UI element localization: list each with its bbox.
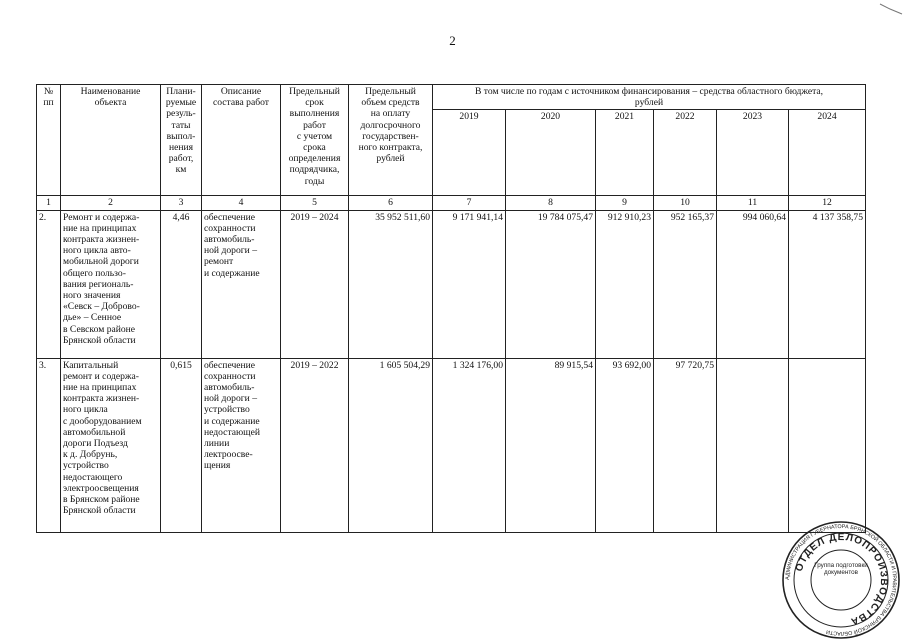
row-year-2019: 1 324 176,00: [433, 358, 506, 532]
row-year-2020: 89 915,54: [506, 358, 596, 532]
column-number: 8: [506, 196, 596, 210]
header-year-2019: 2019: [433, 110, 506, 196]
column-number: 3: [161, 196, 202, 210]
header-year-2020: 2020: [506, 110, 596, 196]
table-row: [37, 358, 866, 532]
row-term: 2019 – 2024: [281, 210, 349, 358]
scan-corner-mark: [878, 0, 905, 16]
stamp-middle-text: ОТДЕЛ ДЕЛОПРОИЗВОДСТВА: [793, 531, 890, 627]
row-year-2022: 952 165,37: [654, 210, 717, 358]
header-object-name: Наименование объекта: [61, 85, 161, 196]
department-stamp: [781, 520, 901, 640]
column-number: 5: [281, 196, 349, 210]
column-number: 9: [596, 196, 654, 210]
header-num: № пп: [37, 85, 61, 196]
header-volume: Предельный объем средств на оплату долгосрочного государствен- ного контракта, рублей: [349, 85, 433, 196]
column-number: 11: [717, 196, 789, 210]
header-row-1: [37, 85, 866, 110]
page-number: 2: [449, 33, 456, 48]
column-number: 10: [654, 196, 717, 210]
column-number: 6: [349, 196, 433, 210]
header-year-2023: 2023: [717, 110, 789, 196]
row-object-name: Капитальный ремонт и содержа- ние на принципах контракта жизнен- ного цикла с дооборудованием автомобильной дороги Подъезд к д. Добрунь, устройство недостающего электроосвещения в Брянском районе Брянской области: [61, 358, 161, 532]
row-planned: 0,615: [161, 358, 202, 532]
row-volume: 35 952 511,60: [349, 210, 433, 358]
row-description: обеспечение сохранности автомобиль- ной дороги – устройство и содержание недостающей линии лектроосве- щения: [202, 358, 281, 532]
row-term: 2019 – 2022: [281, 358, 349, 532]
stamp-inner-text: Группа подготовки документов: [814, 562, 868, 577]
header-year-2021: 2021: [596, 110, 654, 196]
row-year-2023: 994 060,64: [717, 210, 789, 358]
column-numbers-row: [37, 196, 866, 210]
row-object-name: Ремонт и содержа- ние на принципах контракта жизнен- ного цикла авто- мобильной дороги общего пользо- вания региональ- ного значения «Севск – Доброво- дье» – Сенное в Севском районе Брянской области: [61, 210, 161, 358]
row-num: 3.: [37, 358, 61, 532]
header-year-2022: 2022: [654, 110, 717, 196]
row-year-2021: 912 910,23: [596, 210, 654, 358]
table-row: [37, 210, 866, 358]
row-year-2021: 93 692,00: [596, 358, 654, 532]
header-term: Предельный срок выполнения работ с учетом срока определения подрядчика, годы: [281, 85, 349, 196]
financing-table: [36, 84, 866, 533]
row-num: 2.: [37, 210, 61, 358]
row-year-2019: 9 171 941,14: [433, 210, 506, 358]
row-planned: 4,46: [161, 210, 202, 358]
row-description: обеспечение сохранности автомобиль- ной дороги – ремонт и содержание: [202, 210, 281, 358]
column-number: 1: [37, 196, 61, 210]
stamp-outer-text: АДМИНИСТРАЦИЯ ГУБЕРНАТОРА БРЯНСКОЙ ОБЛАСТИ И ПРАВИТЕЛЬСТВА БРЯНСКОЙ ОБЛАСТИ: [784, 523, 898, 637]
column-number: 7: [433, 196, 506, 210]
row-year-2024: 4 137 358,75: [789, 210, 866, 358]
row-year-2022: 97 720,75: [654, 358, 717, 532]
row-year-2023: [717, 358, 789, 532]
row-year-2020: 19 784 075,47: [506, 210, 596, 358]
header-years-group: В том числе по годам с источником финансирования – средства областного бюджета, рублей: [433, 85, 866, 110]
column-number: 12: [789, 196, 866, 210]
row-year-2024: [789, 358, 866, 532]
column-number: 4: [202, 196, 281, 210]
column-number: 2: [61, 196, 161, 210]
header-description: Описание состава работ: [202, 85, 281, 196]
row-volume: 1 605 504,29: [349, 358, 433, 532]
header-planned-results: Плани- руемые резуль- таты выпол- нения работ, км: [161, 85, 202, 196]
header-year-2024: 2024: [789, 110, 866, 196]
